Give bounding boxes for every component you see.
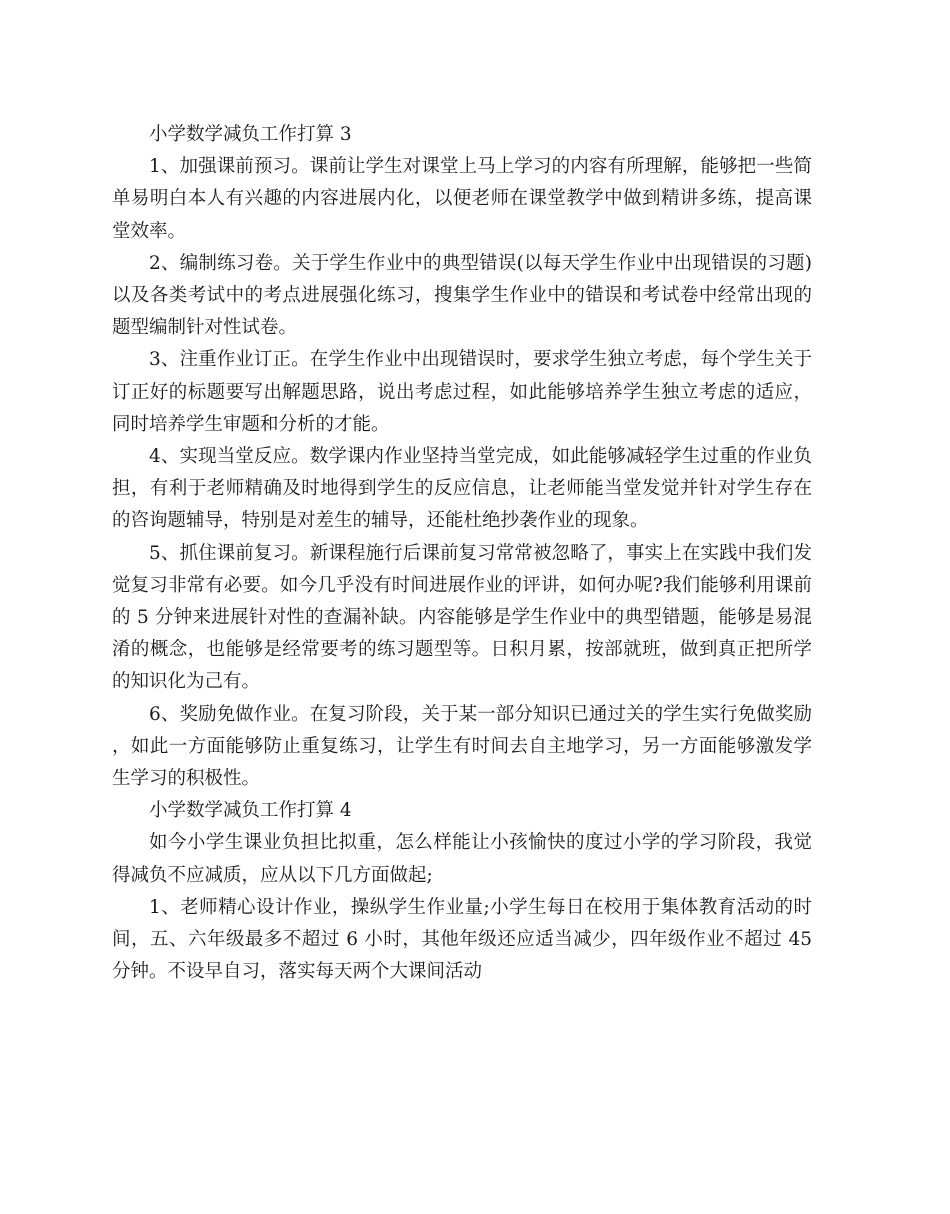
paragraph: 5、抓住课前复习。新课程施行后课前复习常常被忽略了，事实上在实践中我们发觉复习非常有必要。如今几乎没有时间进展作业的评讲，如何办呢?我们能够利用课前的 5 分钟来进展针对性的查漏补缺。内容能够是学生作业中的典型错题，能够是易混淆的概念，也能够是经常要考的练习题型等。日积月累，按部就班，做到真正把所学的知识化为己有。: [112, 542, 812, 693]
paragraph: 6、奖励免做作业。在复习阶段，关于某一部分知识已通过关的学生实行免做奖励，如此一方面能够防止重复练习，让学生有时间去自主地学习，另一方面能够激发学生学习的积极性。: [112, 703, 812, 790]
paragraph: 1、加强课前预习。课前让学生对课堂上马上学习的内容有所理解，能够把一些简单易明白本人有兴趣的内容进展内化，以便老师在课堂教学中做到精讲多练，提高课堂效率。: [112, 156, 812, 242]
document-body: [112, 119, 812, 988]
paragraph: 3、注重作业订正。在学生作业中出现错误时，要求学生独立考虑，每个学生关于订正好的标题要写出解题思路，说出考虑过程，如此能够培养学生独立考虑的适应，同时培养学生审题和分析的才能。: [112, 349, 812, 435]
paragraph: 1、老师精心设计作业，操纵学生作业量;小学生每日在校用于集体教育活动的时间，五、六年级最多不超过 6 小时，其他年级还应适当减少，四年级作业不超过 45 分钟。不设早自习，落实每天两个大课间活动: [112, 896, 812, 983]
paragraph: 如今小学生课业负担比拟重，怎么样能让小孩愉快的度过小学的学习阶段，我觉得减负不应减质，应从以下几方面做起;: [112, 832, 812, 886]
paragraph: 4、实现当堂反应。数学课内作业坚持当堂完成，如此能够减轻学生过重的作业负担，有利于老师精确及时地得到学生的反应信息，让老师能当堂发觉并针对学生存在的咨询题辅导，特别是对差生的辅导，还能杜绝抄袭作业的现象。: [112, 446, 812, 532]
paragraph: 2、编制练习卷。关于学生作业中的典型错误(以每天学生作业中出现错误的习题)以及各类考试中的考点进展强化练习，搜集学生作业中的错误和考试卷中经常出现的题型编制针对性试卷。: [112, 252, 812, 339]
section-heading-3: 小学数学减负工作打算 3: [149, 124, 352, 145]
section-heading-4: 小学数学减负工作打算 4: [149, 800, 352, 822]
